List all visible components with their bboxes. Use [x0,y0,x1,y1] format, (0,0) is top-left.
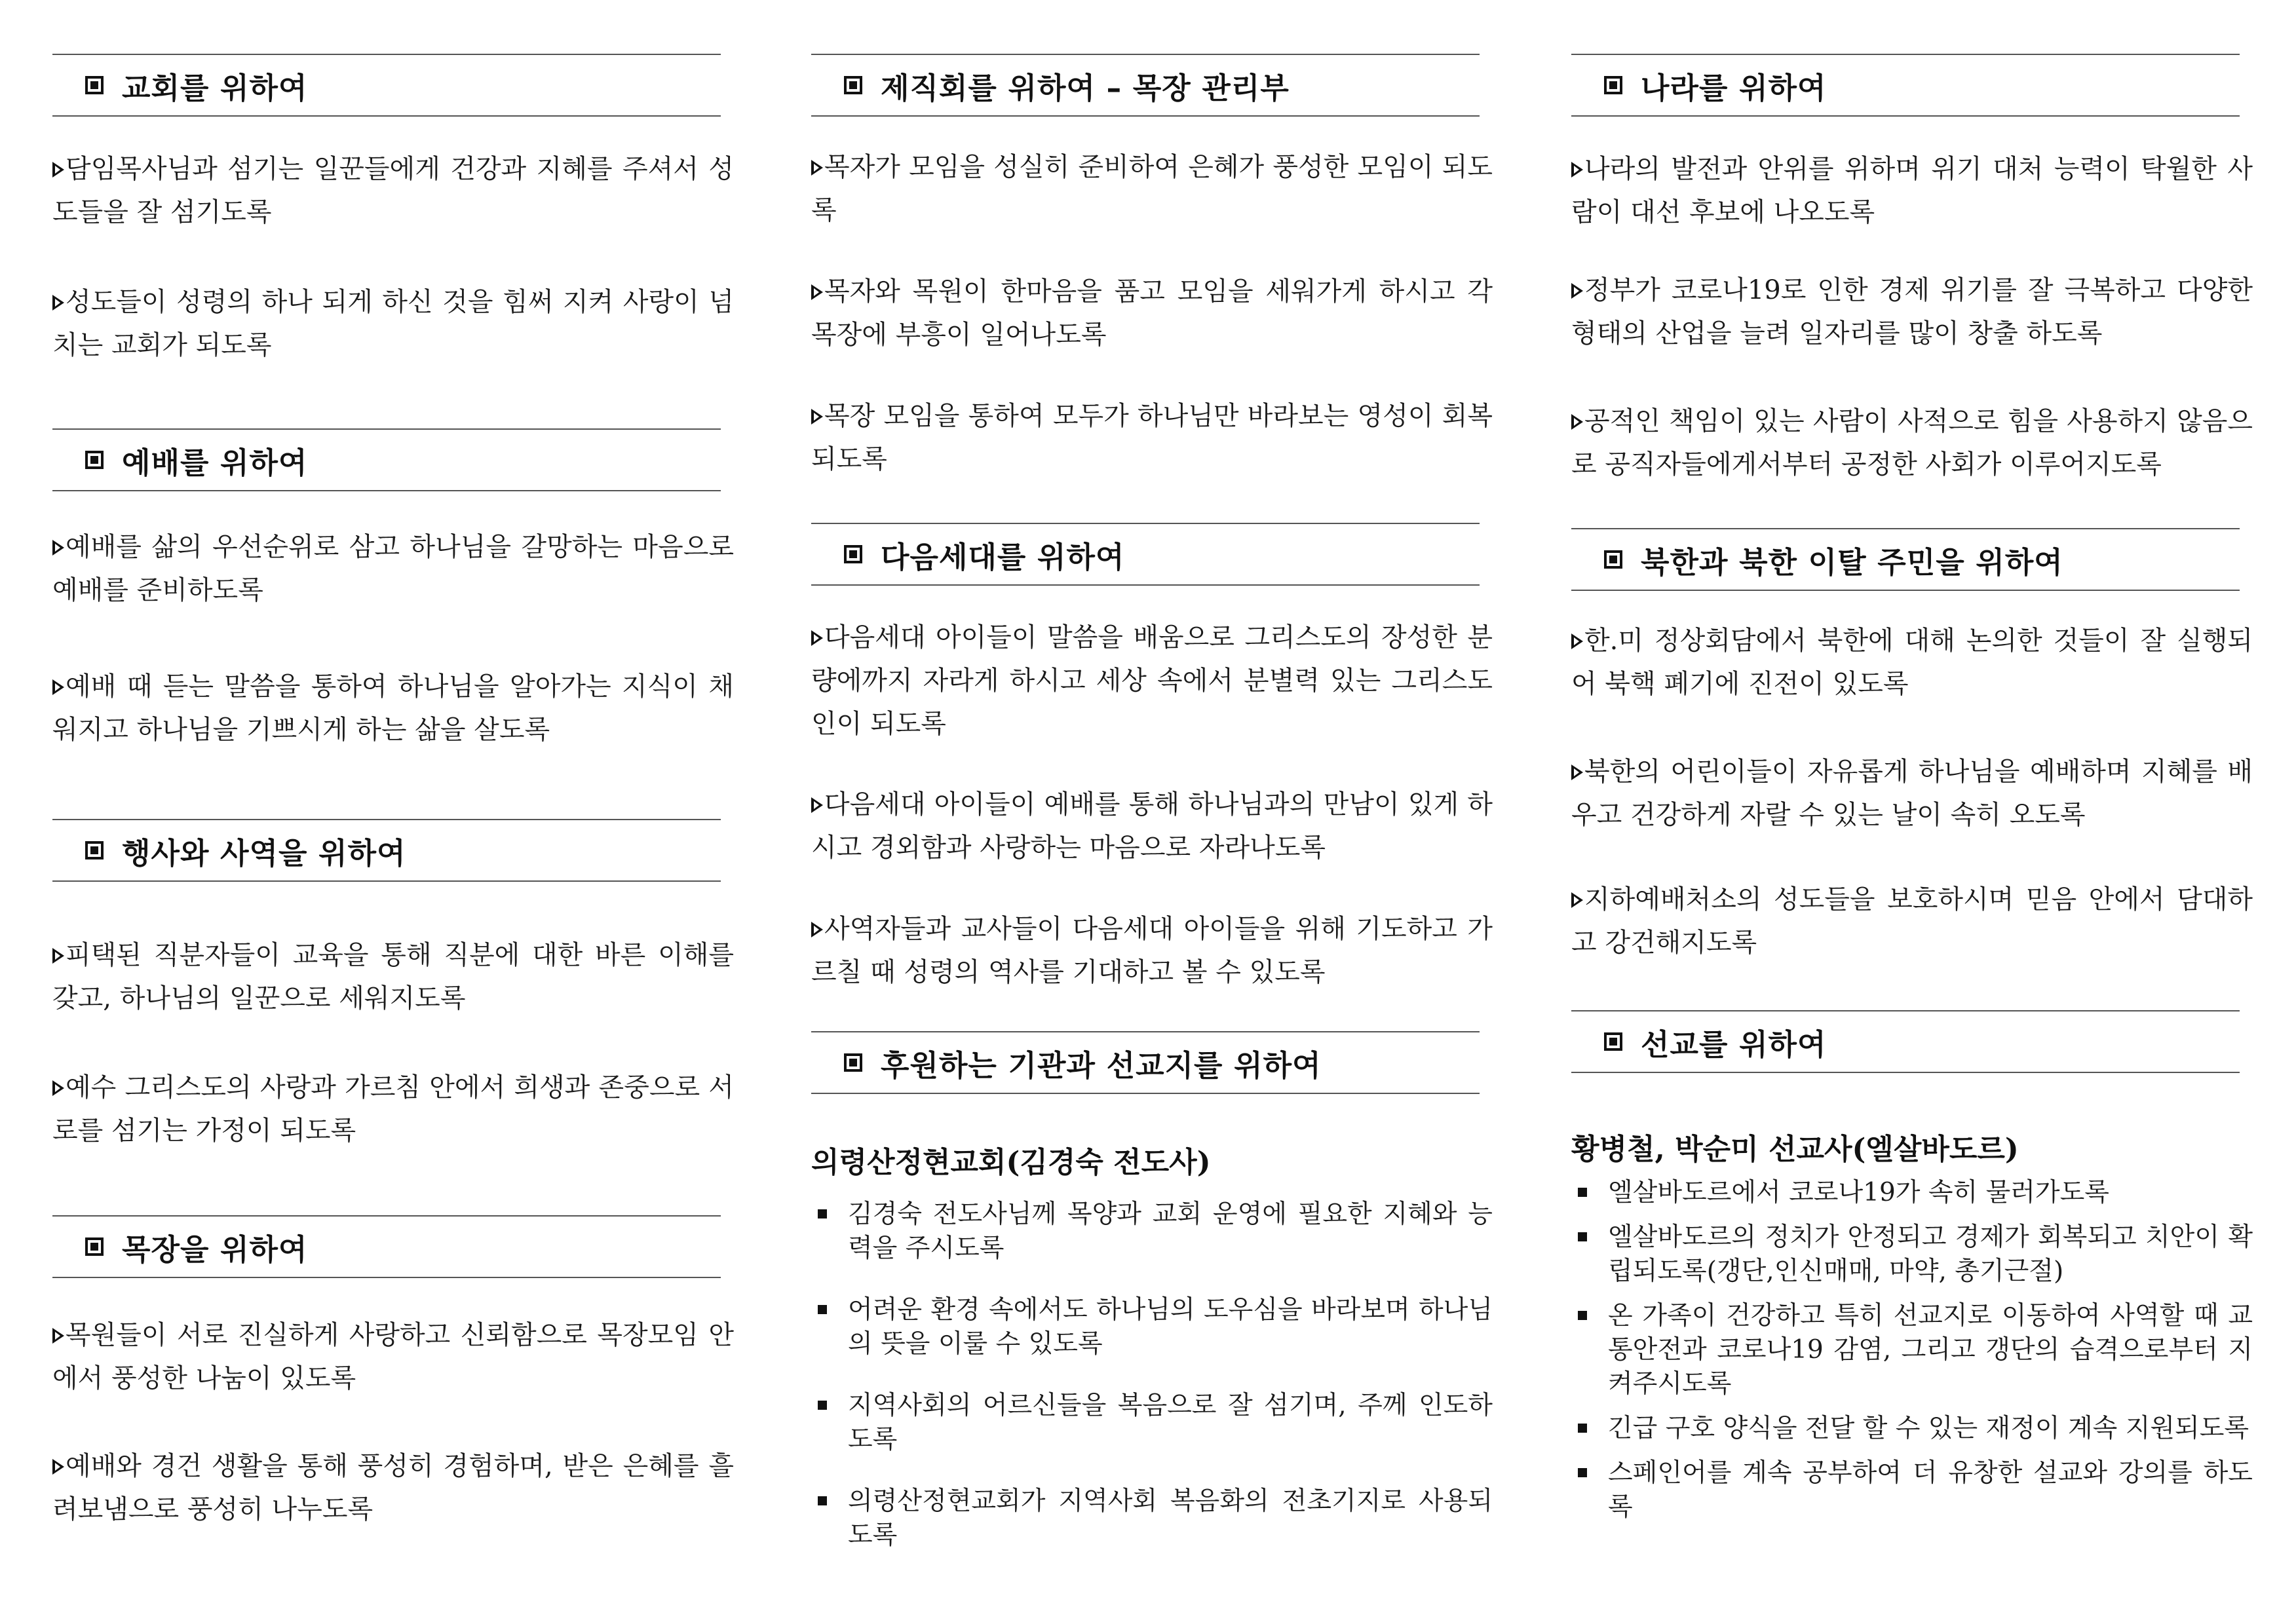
square-bullet-icon [1604,1032,1622,1051]
section-title: 제직회를 위하여 – 목장 관리부 [881,70,1290,105]
prayer-item: 피택된 직분자들이 교육을 통해 직분에 대한 바른 이해를 갖고, 하나님의 일꾼으로 세워지도록 [52,940,734,1013]
triangle-bullet-icon [1571,633,1583,649]
triangle-bullet-icon [811,160,823,176]
square-bullet-icon [818,1496,827,1505]
prayer-item: 목장 모임을 통하여 모두가 하나님만 바라보는 영성이 회복되도록 [811,401,1493,474]
square-bullet-icon [1578,1468,1587,1477]
prayer-item: 지하예배처소의 성도들을 보호하시며 믿음 안에서 담대하고 강건해지도록 [1571,884,2253,958]
prayer-item: 목자가 모임을 성실히 준비하여 은혜가 풍성한 모임이 되도록 [811,152,1493,225]
prayer-item: 정부가 코로나19로 인한 경제 위기를 잘 극복하고 다양한 형태의 산업을 늘려 일자리를 많이 창출 하도록 [1571,275,2253,349]
triangle-bullet-icon [52,1328,64,1344]
square-bullet-icon [85,1237,104,1256]
list-item: 스페인어를 계속 공부하여 더 유창한 설교와 강의를 하도록 [1571,1456,2253,1524]
triangle-bullet-icon [1571,162,1583,178]
square-bullet-icon [844,1053,862,1072]
missionary-title: 황병철, 박순미 선교사(엘살바도르) [1571,1133,2019,1166]
square-bullet-icon [844,545,862,563]
prayer-item: 한.미 정상회담에서 북한에 대해 논의한 것들이 잘 실행되어 북핵 폐기에 진전이 있도록 [1571,626,2253,699]
square-bullet-icon [1578,1232,1587,1241]
triangle-bullet-icon [1571,283,1583,299]
triangle-bullet-icon [811,284,823,300]
section-title: 나라를 위하여 [1641,70,1827,105]
square-bullet-icon [1578,1424,1587,1433]
triangle-bullet-icon [52,540,64,556]
support-target-title: 의령산정현교회(김경숙 전도사) [811,1146,1211,1179]
prayer-item: 북한의 어린이들이 자유롭게 하나님을 예배하며 지혜를 배우고 건강하게 자랄 수 있는 날이 속히 오도록 [1571,757,2253,830]
triangle-bullet-icon [1571,765,1583,780]
prayer-item: 나라의 발전과 안위를 위하며 위기 대처 능력이 탁월한 사람이 대선 후보에 나오도록 [1571,154,2253,227]
section-header-shepherd [52,1215,721,1278]
square-bullet-icon [85,451,104,469]
list-item: 지역사회의 어르신들을 복음으로 잘 섬기며, 주께 인도하도록 [811,1389,1493,1457]
section-header-deacons [811,54,1480,117]
section-header-nation [1571,54,2240,117]
triangle-bullet-icon [811,797,823,813]
triangle-bullet-icon [811,409,823,425]
triangle-bullet-icon [52,295,64,311]
square-bullet-icon [85,76,104,94]
triangle-bullet-icon [1571,414,1583,430]
square-bullet-icon [1604,76,1622,94]
square-bullet-icon [85,841,104,859]
prayer-item: 목원들이 서로 진실하게 사랑하고 신뢰함으로 목장모임 안에서 풍성한 나눔이 있도록 [52,1320,734,1393]
section-title: 교회를 위하여 [122,70,308,105]
triangle-bullet-icon [811,630,823,646]
section-title: 다음세대를 위하여 [881,539,1125,575]
prayer-item: 성도들이 성령의 하나 되게 하신 것을 힘써 지켜 사랑이 넘치는 교회가 되도록 [52,287,734,360]
prayer-item: 예배 때 듣는 말씀을 통하여 하나님을 알아가는 지식이 채워지고 하나님을 기쁘시게 하는 삶을 살도록 [52,671,734,745]
prayer-item: 다음세대 아이들이 말씀을 배움으로 그리스도의 장성한 분량에까지 자라게 하시고 세상 속에서 분별력 있는 그리스도인이 되도록 [811,622,1493,739]
square-bullet-icon [1578,1311,1587,1320]
triangle-bullet-icon [52,948,64,964]
square-bullet-icon [818,1305,827,1314]
triangle-bullet-icon [52,679,64,695]
triangle-bullet-icon [52,1080,64,1096]
square-bullet-icon [844,76,862,94]
triangle-bullet-icon [52,1459,64,1475]
section-title: 후원하는 기관과 선교지를 위하여 [881,1048,1322,1083]
prayer-item: 예수 그리스도의 사랑과 가르침 안에서 희생과 존중으로 서로를 섬기는 가정이 되도록 [52,1072,734,1146]
section-header-support [811,1031,1480,1094]
square-bullet-icon [1578,1188,1587,1197]
section-header-worship [52,428,721,491]
section-header-nextgen [811,523,1480,586]
list-item: 온 가족이 건강하고 특히 선교지로 이동하여 사역할 때 교통안전과 코로나19 감염, 그리고 갱단의 습격으로부터 지켜주시도록 [1571,1299,2253,1401]
section-header-events [52,819,721,882]
section-header-church [52,54,721,117]
triangle-bullet-icon [811,922,823,937]
mission-prayer-list [1571,1176,2253,1524]
prayer-item: 담임목사님과 섬기는 일꾼들에게 건강과 지혜를 주셔서 성도들을 잘 섬기도록 [52,154,734,227]
list-item: 의령산정현교회가 지역사회 복음화의 전초기지로 사용되도록 [811,1484,1493,1553]
prayer-item: 다음세대 아이들이 예배를 통해 하나님과의 만남이 있게 하시고 경외함과 사랑하는 마음으로 자라나도록 [811,789,1493,863]
triangle-bullet-icon [52,162,64,178]
section-title: 선교를 위하여 [1641,1027,1827,1062]
prayer-item: 사역자들과 교사들이 다음세대 아이들을 위해 기도하고 가르칠 때 성령의 역사를 기대하고 볼 수 있도록 [811,914,1493,987]
support-prayer-list [811,1198,1493,1553]
list-item: 김경숙 전도사님께 목양과 교회 운영에 필요한 지혜와 능력을 주시도록 [811,1198,1493,1266]
section-header-northkorea [1571,528,2240,591]
list-item: 어려운 환경 속에서도 하나님의 도우심을 바라보며 하나님의 뜻을 이룰 수 있도록 [811,1293,1493,1361]
prayer-item: 예배와 경건 생활을 통해 풍성히 경험하며, 받은 은혜를 흘려보냄으로 풍성히 나누도록 [52,1451,734,1524]
list-item: 엘살바도르의 정치가 안정되고 경제가 회복되고 치안이 확립되도록(갱단,인신매매, 마약, 총기근절) [1571,1220,2253,1289]
section-title: 행사와 사역을 위하여 [122,835,406,871]
section-header-mission [1571,1010,2240,1073]
square-bullet-icon [818,1209,827,1218]
section-title: 예배를 위하여 [122,445,308,480]
section-title: 목장을 위하여 [122,1232,308,1267]
list-item: 긴급 구호 양식을 전달 할 수 있는 재정이 계속 지원되도록 [1571,1412,2253,1446]
triangle-bullet-icon [1571,892,1583,908]
square-bullet-icon [818,1401,827,1410]
prayer-item: 공적인 책임이 있는 사람이 사적으로 힘을 사용하지 않음으로 공직자들에게서부터 공정한 사회가 이루어지도록 [1571,406,2253,480]
section-title: 북한과 북한 이탈 주민을 위하여 [1641,544,2063,580]
list-item: 엘살바도르에서 코로나19가 속히 물러가도록 [1571,1176,2253,1210]
prayer-item: 목자와 목원이 한마음을 품고 모임을 세워가게 하시고 각 목장에 부흥이 일어나도록 [811,276,1493,350]
prayer-item: 예배를 삶의 우선순위로 삼고 하나님을 갈망하는 마음으로 예배를 준비하도록 [52,532,734,605]
square-bullet-icon [1604,550,1622,569]
